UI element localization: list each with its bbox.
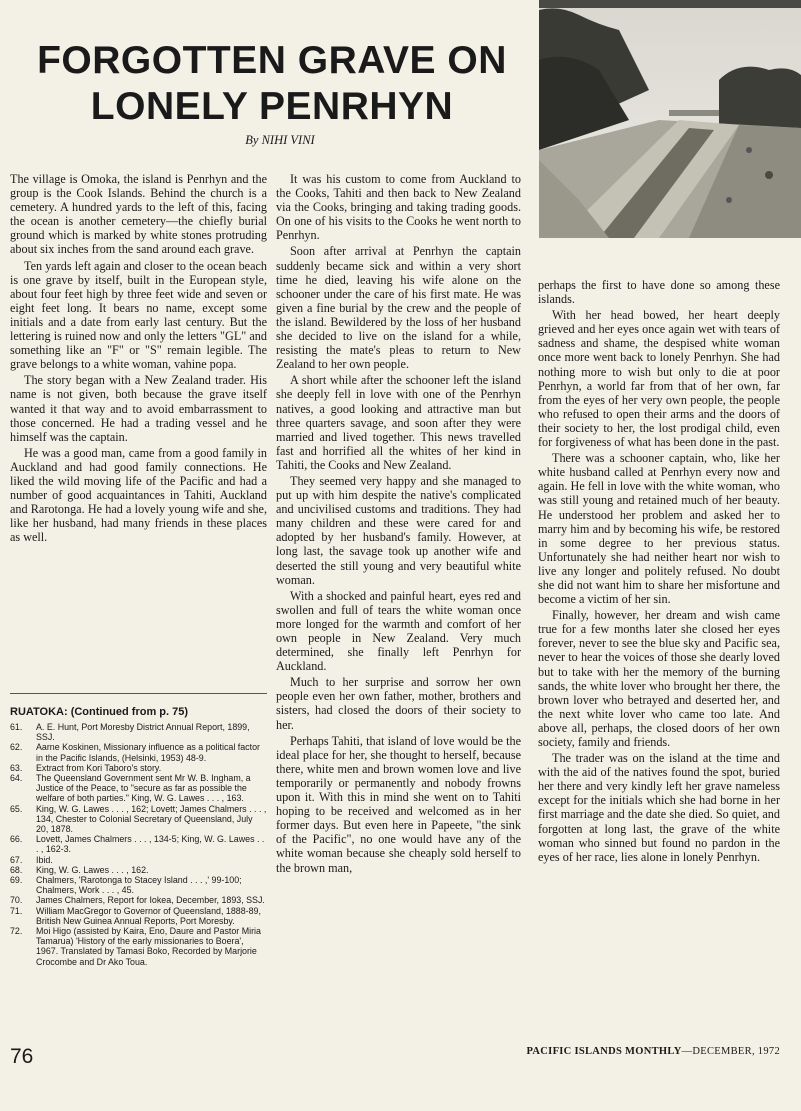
reference-text: Chalmers, 'Rarotonga to Stacey Island . . . ,' 99-100; Chalmers, Work . . . , 45. — [36, 875, 242, 896]
paragraph: Perhaps Tahiti, that island of love would be the ideal place for her, she thought to herself, because there, white men and brown women love and live temporarily or permanently and nobody frowns upon it. With this in mind she went on to Tahiti hoping to be received and welcomed as in her former days. But even here in Papeete, "the sink of the Pacific", no one would have any of the white woman because she cheaply sold herself to the brown man, — [276, 733, 521, 875]
reference-item — [10, 895, 267, 905]
reference-item — [10, 722, 267, 742]
reference-item — [10, 855, 267, 865]
paragraph: The village is Omoka, the island is Penrhyn and the group is the Cook Islands. Behind the church is a cemetery. A hundred yards to the left of this, facing the ocean is another cemetery—the chiefly burial ground which is marked by white stones protruding about six inches from the sand around each grave. — [10, 172, 267, 257]
paragraph: A short while after the schooner left the island she deeply fell in love with one of the Penrhyn natives, a good looking and attractive man but three quarters savage, and soon after they were married and lived together. This news travelled fast and horrified all the whites of her kind in Tahiti, the Cooks and New Zealand. — [276, 373, 521, 472]
reference-item — [10, 804, 267, 835]
reference-text: Ibid. — [36, 854, 53, 865]
reference-text: James Chalmers, Report for Iokea, December, 1893, SSJ. — [36, 895, 265, 906]
reference-item — [10, 742, 267, 762]
paragraph: Soon after arrival at Penrhyn the captain suddenly became sick and within a very short time he died, leaving his wife alone on the schooner under the care of his first mate. He was given a fine burial by the crew and the people of the island. Bewildered by the loss of her husband she decided to live on the island for a while, resisting the mate's pleas to return to New Zealand to her own people. — [276, 244, 521, 372]
reference-text: William MacGregor to Governor of Queensland, 1888-89, British New Guinea Annual Reports, Port Moresby. — [36, 905, 261, 926]
headline-line-1: FORGOTTEN GRAVE ON — [37, 39, 507, 82]
reference-number: 63. — [10, 762, 23, 773]
reference-item — [10, 763, 267, 773]
grave-photo — [539, 0, 801, 238]
paragraph: There was a schooner captain, who, like her white husband called at Penrhyn every now and again. He fell in love with the white woman, who was still young and retained much of her beauty. He understood her problem and asked her to marry him and by becoming his wife, be restored in some degree to her previous status. Unfortunately she had neither heart nor wish to live any longer and politely refused. No doubt she did not want him to share her misfortune and become a victim of her sin. — [538, 451, 780, 607]
reference-number: 70. — [10, 895, 23, 906]
reference-item — [10, 875, 267, 895]
references-list — [10, 722, 267, 967]
references-title: RUATOKA: (Continued from p. 75) — [10, 706, 189, 718]
reference-text: Aarne Koskinen, Missionary influence as a political factor in the Pacific Islands, (Helsinki, 1953) 48-9. — [36, 742, 260, 763]
page-number: 76 — [10, 1045, 34, 1068]
reference-text: King, W. G. Lawes . . . , 162; Lovett; James Chalmers . . . , 134, Chester to Colonial Secretary of Queensland, July 20, 1878. — [36, 803, 267, 835]
reference-text: King, W. G. Lawes . . . , 162. — [36, 864, 149, 875]
reference-text: Extract from Kori Taboro's story. — [36, 762, 162, 773]
reference-number: 64. — [10, 773, 23, 784]
paragraph: perhaps the first to have done so among these islands. — [538, 278, 780, 307]
reference-text: A. E. Hunt, Port Moresby District Annual Report, 1899, SSJ. — [36, 722, 250, 743]
reference-item — [10, 834, 267, 854]
paragraph: They seemed very happy and she managed to put up with him despite the native's complicated and uncivilised customs and traditions. They had many children and these were cared for and adopted by her husband's family. However, at long last, the savage took up another wife and deserted the still young and very beautiful white woman. — [276, 473, 521, 587]
article-column-2 — [276, 172, 521, 877]
headline-line-2: LONELY PENRHYN — [90, 85, 454, 128]
paragraph: With a shocked and painful heart, eyes red and swollen and full of tears the white woman once more longed for the warmth and comfort of her own people in New Zealand. Very much determined, she finally left Penrhyn for Auckland. — [276, 588, 521, 674]
article-column-3 — [538, 278, 780, 866]
photo-image — [539, 0, 801, 238]
publication-footer — [490, 1046, 780, 1057]
reference-item — [10, 926, 267, 967]
publication-date: —DECEMBER, 1972 — [681, 1046, 780, 1057]
paragraph: The story began with a New Zealand trader. His name is not given, both because the grave itself wanted it that way and to avoid embarrassment to those concerned. He had a trading vessel and he himself was the captain. — [10, 373, 267, 444]
reference-item — [10, 865, 267, 875]
paragraph: He was a good man, came from a good family in Auckland and had good family connections. He liked the wild moving life of the Pacific and had a number of good acquaintances in Tahiti, Auckland and Rarotonga. He had a lovely young wife and she, like her husband, had many friends in these places as well. — [10, 445, 267, 545]
reference-text: The Queensland Government sent Mr W. B. Ingham, a Justice of the Peace, to "secure as far as possible the welfare of both parties." King, W. G. Lawes . . . , 163. — [36, 773, 251, 804]
reference-text: Lovett, James Chalmers . . . , 134-5; King, W. G. Lawes . . . , 162-3. — [36, 834, 265, 855]
paragraph: The trader was on the island at the time and with the aid of the natives found the spot, buried her there and very kindly left her grave nameless except for the initials which she had borne in her first marriage and the date she died. So quiet, and forgotten at long last, the grave of the white woman who sinned but found no pardon in the eyes of her race, lies alone in lonely Penrhyn. — [538, 751, 780, 864]
byline: By NIHI VINI — [245, 133, 315, 147]
reference-number: 65. — [10, 803, 23, 814]
reference-item — [10, 906, 267, 926]
reference-number: 66. — [10, 834, 23, 845]
publication-name: PACIFIC ISLANDS MONTHLY — [526, 1046, 682, 1057]
headline — [22, 38, 522, 130]
paragraph: Finally, however, her dream and wish came true for a few months later she closed her eyes forever, never to see the blue sky and Pacific sea, never to hear the voices of those she dearly loved but to take with her the memory of the burning sands, the white lover who brought her there, the brown lover who betrayed and deserted her, and the next white lover who came too late. And above all, perhaps, the closed doors of her own society, family and friends. — [538, 608, 780, 749]
reference-number: 69. — [10, 875, 23, 886]
reference-text: Moi Higo (assisted by Kaira, Eno, Daure and Pastor Miria Tamarua) 'History of the early missionaries to Boera', 1967. Translated by Tamasi Boko, Recorded by Marjorie Crocombe and Dr Ako Toua. — [36, 926, 261, 967]
reference-number: 68. — [10, 864, 23, 875]
paragraph: With her head bowed, her heart deeply grieved and her eyes once again wet with tears of sadness and shame, the despised white woman once more went back to lonely Penrhyn. She had nothing more to wish but only to die at poor Penrhyn, a world far from that of her own, far from the eyes of her very own people, the people who refused to open their arms and the doors of their society to her, the lost prodigal child, even for forgiveness of what has been done in the past. — [538, 308, 780, 450]
reference-number: 67. — [10, 854, 23, 865]
reference-number: 72. — [10, 926, 23, 937]
paragraph: Ten yards left again and closer to the ocean beach is one grave by itself, built in the European style, about four feet high by three feet wide and seven or eight feet long. It bears no name, except some initials and a date from early last century. But the lettering is ruined now and only the letters "GL" and something like an "F" or "S" remain legible. The grave belongs to a white woman, vahine popa. — [10, 258, 267, 372]
paragraph: Much to her surprise and sorrow her own people even her own father, mother, brothers and sisters, had closed the doors of their society to her. — [276, 675, 521, 732]
paragraph: It was his custom to come from Auckland to the Cooks, Tahiti and then back to New Zealand via the Cooks, bringing and taking trading goods. On one of his visits to the Cooks he went north to Penrhyn. — [276, 172, 521, 243]
section-divider — [10, 693, 267, 694]
reference-number: 62. — [10, 742, 23, 753]
reference-number: 71. — [10, 905, 23, 916]
reference-number: 61. — [10, 722, 23, 732]
article-column-1 — [10, 172, 267, 546]
reference-item — [10, 773, 267, 804]
